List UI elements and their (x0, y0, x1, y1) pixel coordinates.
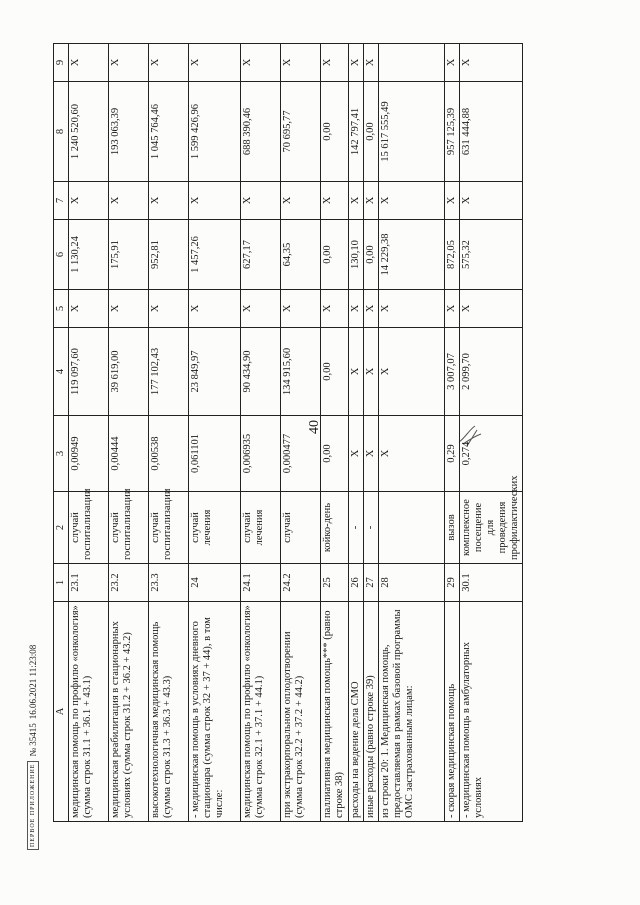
table-cell: X (281, 290, 321, 328)
table-row (460, 44, 523, 822)
table-cell: X (379, 182, 445, 220)
column-header: 8 (54, 82, 69, 182)
table-cell: 575,32 (460, 220, 523, 290)
table-cell: иные расходы (равно строке 39) (364, 602, 379, 822)
table-cell: случай госпитализации (149, 492, 189, 564)
table-cell: 0,00 (321, 416, 349, 492)
table-container (53, 44, 530, 822)
table-cell (379, 44, 445, 82)
table-cell: X (69, 44, 109, 82)
table-cell: X (281, 182, 321, 220)
table-cell: X (379, 416, 445, 492)
table-cell: X (109, 44, 149, 82)
table-cell: X (445, 44, 460, 82)
column-header: А (54, 602, 69, 822)
table-cell: X (149, 182, 189, 220)
table-cell: X (379, 328, 445, 416)
table-cell: высокотехнологичная медицинская помощь (сумма строк 31.3 + 36.3 + 43.3) (149, 602, 189, 822)
table-cell: 3 007,07 (445, 328, 460, 416)
table-row (241, 44, 281, 822)
column-header: 9 (54, 44, 69, 82)
table-cell: X (109, 182, 149, 220)
table-cell: 688 390,46 (241, 82, 281, 182)
table-cell: койко-день (321, 492, 349, 564)
table-cell: 70 695,77 (281, 82, 321, 182)
header-row (54, 44, 69, 822)
table-cell: 627,17 (241, 220, 281, 290)
table-cell: паллиативная медицинская помощь*** (равно строке 38) (321, 602, 349, 822)
table-cell: медицинская помощь по профилю «онкология» (сумма строк 32.1 + 37.1 + 44.1) (241, 602, 281, 822)
table-cell: X (379, 290, 445, 328)
table-cell: 0,00 (321, 220, 349, 290)
table-cell: 957 125,39 (445, 82, 460, 182)
footer-stamp (18, 644, 48, 850)
table-cell: X (241, 182, 281, 220)
table-cell: X (189, 44, 241, 82)
table-cell: X (349, 416, 364, 492)
table-cell: из строки 20: 1. Медицинская помощь, предоставляемая в рамках базовой программы ОМС застрахованным лицам: (379, 602, 445, 822)
table-cell: X (321, 290, 349, 328)
table-cell: X (69, 290, 109, 328)
table-row (349, 44, 364, 822)
table-cell: 25 (321, 564, 349, 602)
table-cell: при экстракорпоральном оплодотворении (сумма строк 32.2 + 37.2 + 44.2) (281, 602, 321, 822)
table-cell: - скорая медицинская помощь (445, 602, 460, 822)
table-cell: 23.3 (149, 564, 189, 602)
table-cell: 23 849,97 (189, 328, 241, 416)
table-cell (379, 492, 445, 564)
table-cell: 134 915,60 (281, 328, 321, 416)
table-cell: X (364, 290, 379, 328)
table-cell: 0,00 (364, 220, 379, 290)
table-cell: X (149, 290, 189, 328)
table-row (109, 44, 149, 822)
table-cell: 631 444,88 (460, 82, 523, 182)
table-cell: X (364, 416, 379, 492)
table-cell: X (69, 182, 109, 220)
table-cell: 2 099,70 (460, 328, 523, 416)
table-cell: 29 (445, 564, 460, 602)
table-row (69, 44, 109, 822)
table-cell: 90 434,90 (241, 328, 281, 416)
table-cell: 952,81 (149, 220, 189, 290)
table-cell: X (460, 182, 523, 220)
table-cell: X (445, 290, 460, 328)
table-cell: 23.2 (109, 564, 149, 602)
table-cell: вызов (445, 492, 460, 564)
table-cell: медицинская помощь по профилю «онкология» (сумма строк 31.1 + 36.1 + 43.1) (69, 602, 109, 822)
doc-number: № 35415 (28, 723, 38, 757)
table-cell: 26 (349, 564, 364, 602)
table-cell: 0,00 (321, 82, 349, 182)
table-row (445, 44, 460, 822)
table-cell: 0,00 (321, 328, 349, 416)
table-body (69, 44, 523, 822)
table-cell: 175,91 (109, 220, 149, 290)
table-cell: 0,000477 (281, 416, 321, 492)
table-cell: 1 240 520,60 (69, 82, 109, 182)
table-cell: X (281, 44, 321, 82)
table-cell: - (349, 492, 364, 564)
table-cell: 39 619,00 (109, 328, 149, 416)
table-cell: 27 (364, 564, 379, 602)
main-table (53, 43, 523, 822)
table-cell: 177 102,43 (149, 328, 189, 416)
table-cell: - медицинская помощь в амбулаторных условиях (460, 602, 523, 822)
table-cell: X (241, 290, 281, 328)
table-cell: 64,35 (281, 220, 321, 290)
page-number: 40 (307, 420, 322, 434)
table-cell: X (189, 182, 241, 220)
column-header: 2 (54, 492, 69, 564)
table-cell: 0,00444 (109, 416, 149, 492)
table-cell: X (445, 182, 460, 220)
table-cell: X (149, 44, 189, 82)
column-header: 6 (54, 220, 69, 290)
table-cell: 0,274 (460, 416, 523, 492)
table-cell: - медицинская помощь в условиях дневного стационара (сумма строк 32 + 37 + 44), в том числе: (189, 602, 241, 822)
column-header: 3 (54, 416, 69, 492)
table-cell: X (460, 44, 523, 82)
table-cell: X (364, 182, 379, 220)
table-cell: 119 097,60 (69, 328, 109, 416)
table-cell: 24.2 (281, 564, 321, 602)
table-cell: - (364, 492, 379, 564)
table-cell: 15 617 555,49 (379, 82, 445, 182)
table-row (379, 44, 445, 822)
table-cell: 0,061101 (189, 416, 241, 492)
table-cell: 193 063,39 (109, 82, 149, 182)
table-cell: X (364, 44, 379, 82)
table-cell: X (349, 182, 364, 220)
table-cell: 1 599 426,96 (189, 82, 241, 182)
table-row (281, 44, 321, 822)
table-cell: медицинская реабилитация в стационарных условиях (сумма строк 31.2 + 36.2 + 43.2) (109, 602, 149, 822)
table-cell: 0,00538 (149, 416, 189, 492)
table-cell: случай (281, 492, 321, 564)
table-cell: X (321, 44, 349, 82)
table-cell: 28 (379, 564, 445, 602)
table-cell: 0,00 (364, 82, 379, 182)
table-cell: X (460, 290, 523, 328)
table-cell: случай госпитализации (69, 492, 109, 564)
table-cell: X (241, 44, 281, 82)
table-cell: расходы на ведение дела СМО (349, 602, 364, 822)
column-header: 1 (54, 564, 69, 602)
table-cell: 24.1 (241, 564, 281, 602)
table-cell: 24 (189, 564, 241, 602)
table-cell: 30.1 (460, 564, 523, 602)
column-header: 4 (54, 328, 69, 416)
table-cell: случай госпитализации (109, 492, 149, 564)
table-row (321, 44, 349, 822)
table-cell: 130,10 (349, 220, 364, 290)
table-cell: 14 229,38 (379, 220, 445, 290)
table-cell: случай лечения (189, 492, 241, 564)
column-header: 5 (54, 290, 69, 328)
table-cell: 0,00949 (69, 416, 109, 492)
table-cell: X (349, 290, 364, 328)
table-cell: 23.1 (69, 564, 109, 602)
table-cell: 1 457,26 (189, 220, 241, 290)
table-cell: X (364, 328, 379, 416)
table-cell: X (189, 290, 241, 328)
table-cell: 0,006935 (241, 416, 281, 492)
table-cell: 1 045 764,46 (149, 82, 189, 182)
table-row (189, 44, 241, 822)
table-cell: 872,05 (445, 220, 460, 290)
stamp-box: ПЕРВОЕ ПРИЛОЖЕНИЕ (27, 761, 39, 850)
table-cell: комплексное посещение для проведения профилактических (460, 492, 523, 564)
table-cell: X (349, 44, 364, 82)
table-row (364, 44, 379, 822)
table-cell: 1 130,24 (69, 220, 109, 290)
table-cell: 142 797,41 (349, 82, 364, 182)
table-cell: X (321, 182, 349, 220)
table-cell: X (349, 328, 364, 416)
table-cell: случай лечения (241, 492, 281, 564)
doc-datetime: 16.06.2021 11:23:08 (28, 644, 38, 720)
table-cell: 0,29 (445, 416, 460, 492)
table-row (149, 44, 189, 822)
table-cell: X (109, 290, 149, 328)
column-header: 7 (54, 182, 69, 220)
